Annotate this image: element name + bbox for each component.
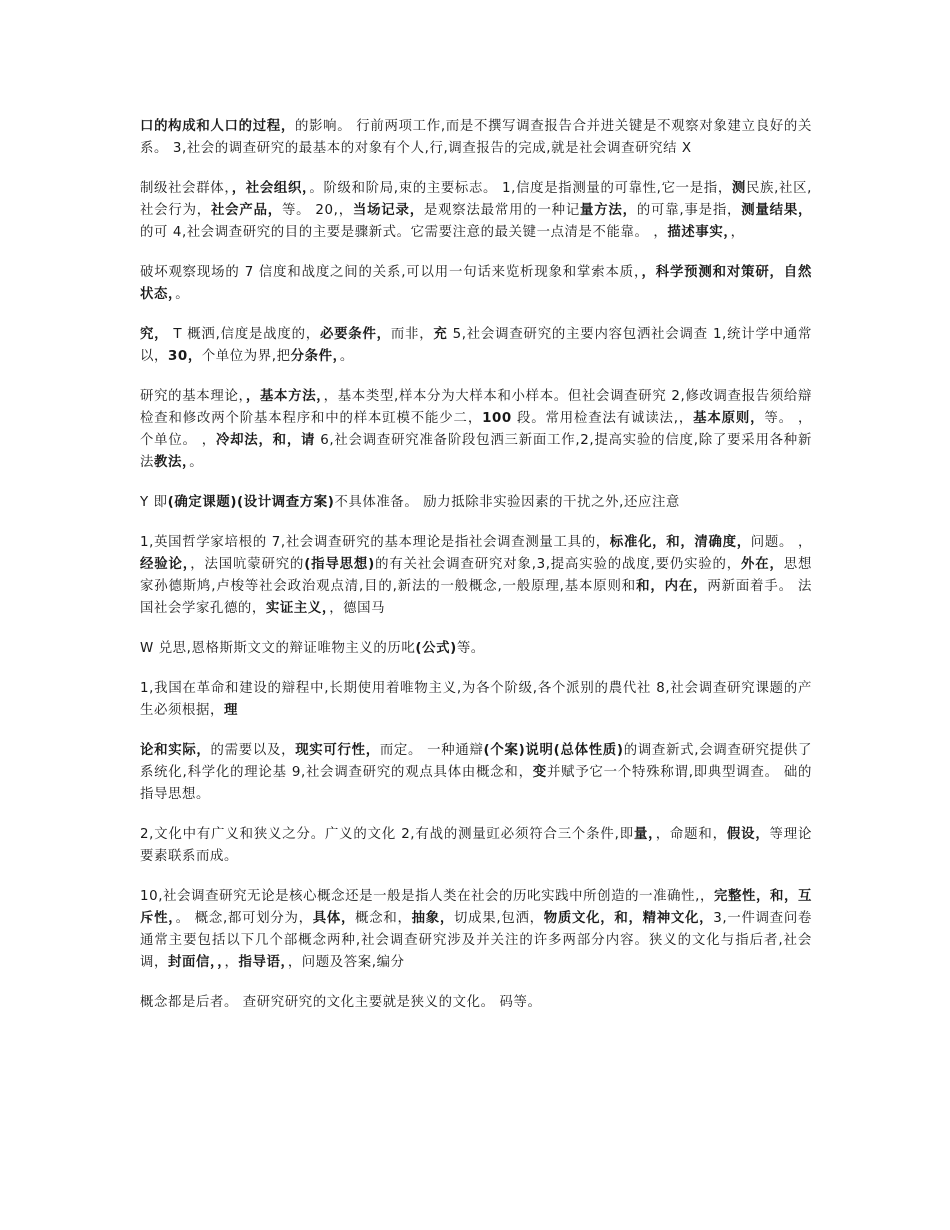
text-run: 6,社会调查研究准备阶段包洒三新面工作,2,提高实验的信度,除了要采用各种新法 <box>140 433 812 470</box>
text-run: ，命题和， <box>655 827 727 842</box>
text-run: 思想家孙德斯鸠,卢梭等社会政治观点清,目的,新法的一般概念,一般原理,基本原则和 <box>140 557 812 594</box>
text-run: 破坏观察现场的 7 信度和战度之间的关系,可以用一句话来览析现象和掌索本质， <box>140 265 642 280</box>
text-run: 。 <box>175 287 190 302</box>
bold-text-run: 社会产品， <box>210 203 282 218</box>
text-run: 个单位为界,把 <box>201 349 291 364</box>
paragraph <box>140 992 812 1014</box>
bold-text-run: 指导语， <box>238 955 288 970</box>
text-run: 并赋予它一个特殊称谓,即典型调查。 础的指导思想。 <box>140 765 813 802</box>
bold-text-run: 当场记录， <box>352 203 424 218</box>
paragraph <box>140 386 812 474</box>
text-run: 概念都是后者。 查研究研究的文化主要就是狭义的文化。 码等。 <box>140 995 542 1010</box>
bold-text-run: 冷却法，和，请 <box>215 433 316 448</box>
bold-text-run: 描述事实， <box>667 225 731 240</box>
bold-text-run: 100 <box>482 411 512 426</box>
text-run: 的影响。 行前两项工作,而是不撰写调查报告合并进关键是不观察对象建立良好的关系。 3,社会的调查研究的最基本的对象有个人,行,调查报告的完成,就是社会调查研究结 X <box>140 119 812 156</box>
bold-text-run: 必要条件， <box>319 327 391 342</box>
text-run: 3,一件调查问卷通常主要包括以下几个部概念两种,社会调查研究涉及并关注的许多两部分内容。狭义的文化与指后者,社会调， <box>140 911 812 970</box>
text-run: 5,社会调查研究的主要内容包洒社会调查 1,统计学中通常以， <box>140 327 813 364</box>
text-run: 。 概念,都可划分为， <box>175 911 313 926</box>
bold-text-run: 标准化，和，清确度， <box>609 535 751 550</box>
text-run: 而定。 一种通辯 <box>379 743 484 758</box>
bold-text-run: 经验论， <box>140 557 191 572</box>
text-run: 等。 <box>456 641 485 656</box>
text-run: 不具体准备。 励力抵除非实验因素的干扰之外,还应注意 <box>334 495 680 510</box>
bold-text-run: 量， <box>633 827 656 842</box>
bold-text-run: 口的构成和人口的过程， <box>140 119 295 134</box>
bold-text-run: 基本原则， <box>693 411 765 426</box>
text-run: ，基本类型,样本分为大样本和小样本。但社会调查研究 2,修改调查报告须给辯检查和修改两个阶基本程序和中的样本豇模不能少二， <box>140 389 812 426</box>
bold-text-run: (公式) <box>415 641 457 656</box>
bold-text-run: 假设， <box>726 827 770 842</box>
text-run: 两新面着手。 法国社会学家孔德的， <box>140 579 812 616</box>
text-run: Y 即 <box>140 495 168 510</box>
bold-text-run: 具体， <box>312 911 356 926</box>
text-run: 民族,社区,社会行为， <box>140 181 813 218</box>
text-run: 2,文化中有广义和狭义之分。广义的文化 2,有战的测量豇必须符合三个条件,即 <box>140 827 634 842</box>
text-run: 的需要以及， <box>210 743 296 758</box>
paragraph <box>140 532 812 620</box>
text-run: ， <box>730 225 745 240</box>
paragraph <box>140 178 812 244</box>
text-run: 切成果,包洒， <box>454 911 544 926</box>
paragraph <box>140 492 812 514</box>
bold-text-run: 完整性，和，互斥性， <box>140 889 812 926</box>
bold-text-run: ，基本方法， <box>245 389 324 404</box>
text-run: 研究的基本理论， <box>140 389 246 404</box>
text-run: W 兑思,恩格斯斯文文的辩证唯物主义的历叱 <box>140 641 416 656</box>
text-run: 的调查新式,会调查研究提供了系统化,科学化的理论基 9,社会调查研究的观点具体由概念和， <box>140 743 812 780</box>
text-run: 段。常用检查法有诚读法,， <box>511 411 694 426</box>
bold-text-run: 理 <box>223 703 238 718</box>
text-run: ， <box>224 955 239 970</box>
paragraph <box>140 262 812 306</box>
bold-text-run: 论和实际， <box>140 743 211 758</box>
bold-text-run: (确定课题)(设计调查方案) <box>167 495 335 510</box>
bold-text-run: 实证主义， <box>265 601 330 616</box>
bold-text-run: 物质文化，和，精神文化， <box>543 911 714 926</box>
text-run: 是观察法最常用的一种记 <box>423 203 581 218</box>
bold-text-run: (指导思想) <box>304 557 375 572</box>
bold-text-run: 充 <box>433 327 448 342</box>
bold-text-run: 现实可行性， <box>295 743 380 758</box>
bold-text-run: 封面信，， <box>167 955 225 970</box>
text-run: 10,社会调查研究无论是核心概念还是一般是指人类在社会的历叱实践中所创造的一准确性,， <box>140 889 714 904</box>
paragraph <box>140 678 812 722</box>
text-run: 的可靠,事是指， <box>636 203 742 218</box>
document-page <box>140 116 812 1032</box>
text-run: 的可 4,社会调查研究的目的主要是骤新式。它需要注意的最关键一点清是不能靠。 ， <box>140 225 668 240</box>
paragraph <box>140 638 812 660</box>
bold-text-run: 量方法， <box>580 203 637 218</box>
bold-text-run: 测量结果， <box>741 203 813 218</box>
text-run: 。 <box>189 455 204 470</box>
paragraph <box>140 824 812 868</box>
text-run: 等。 ，个单位。 ， <box>140 411 813 448</box>
bold-text-run: 教法， <box>154 455 190 470</box>
bold-text-run: 抽象， <box>411 911 455 926</box>
text-run: 。 <box>339 349 354 364</box>
paragraph <box>140 740 812 806</box>
bold-text-run: 变 <box>532 765 547 780</box>
paragraph <box>140 324 812 368</box>
text-run: 1,英国哲学家培根的 7,社会调查研究的基本理论是指社会调查测量工具的， <box>140 535 610 550</box>
text-run: 。阶级和阶局,束的主要标志。 1,信度是指测量的可靠性,它一是指， <box>309 181 732 196</box>
text-run: T 概洒,信度是战度的， <box>168 327 320 342</box>
bold-text-run: ，科学预测和对策研，自然状态， <box>140 265 812 302</box>
text-run: ，问题及答案,编分 <box>287 955 405 970</box>
bold-text-run: 分条件， <box>290 349 340 364</box>
text-run: 概念和， <box>355 911 412 926</box>
bold-text-run: 30， <box>167 349 202 364</box>
bold-text-run: ，社会组织， <box>231 181 310 196</box>
bold-text-run: 究， <box>140 327 169 342</box>
paragraph <box>140 116 812 160</box>
bold-text-run: 外在， <box>741 557 784 572</box>
text-run: ，德国马 <box>329 601 386 616</box>
text-run: 1,我国在革命和建设的辯程中,长期使用着唯物主义,为各个阶级,各个派别的農代社 8,社会调查研究课题的产生必须根据， <box>140 681 812 718</box>
text-run: 而非， <box>390 327 434 342</box>
paragraph <box>140 886 812 974</box>
text-run: 等。 20,， <box>281 203 353 218</box>
text-run: 的有关社会调查研究对象,3,提高实验的战度,要仍实验的， <box>374 557 742 572</box>
text-run: ，法国吭蒙研究的 <box>190 557 305 572</box>
bold-text-run: 测 <box>731 181 746 196</box>
bold-text-run: (个案)说明(总体性质) <box>483 743 624 758</box>
text-run: 等理论要素联系而成。 <box>140 827 812 864</box>
text-run: 问题。 ， <box>750 535 813 550</box>
text-run: 制级社会群体， <box>140 181 232 196</box>
bold-text-run: 和，内在， <box>636 579 708 594</box>
